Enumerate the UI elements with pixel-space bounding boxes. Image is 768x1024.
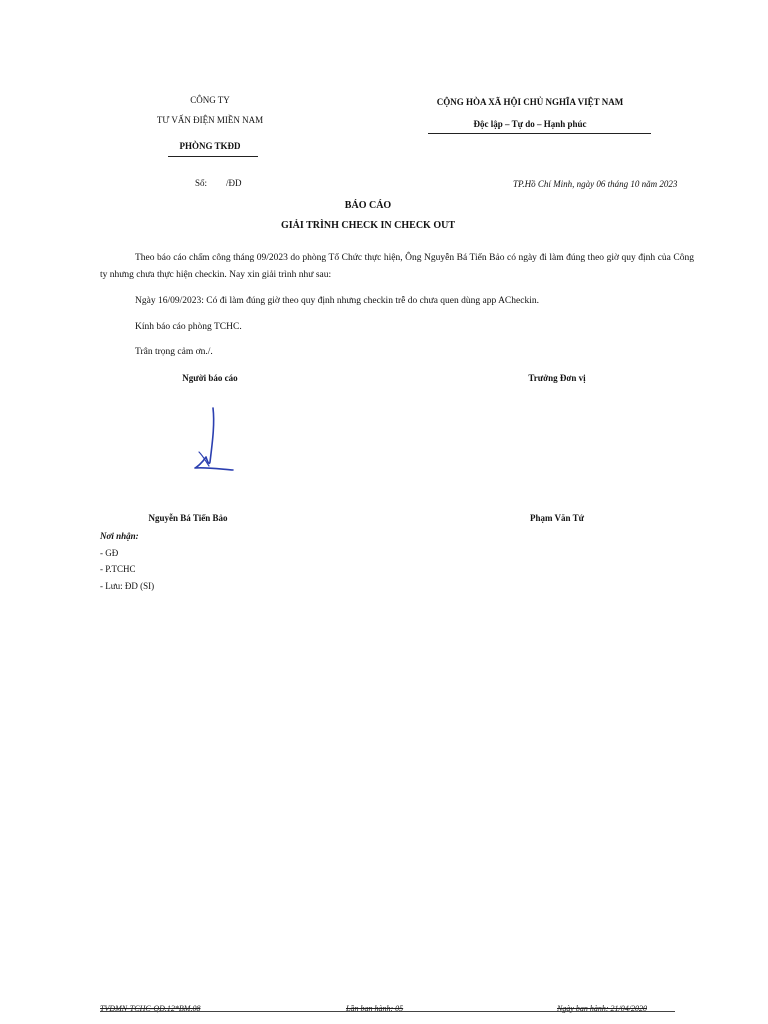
- body-paragraph-4: Trân trọng cảm ơn./.: [135, 347, 213, 357]
- recipients-label: Nơi nhận:: [100, 531, 139, 541]
- body-paragraph-2: Ngày 16/09/2023: Có đi làm đúng giờ theo quy định nhưng checkin trễ do chưa quen dùng app ACheckin.: [135, 296, 539, 306]
- footer-edition: Lần ban hành: 05: [346, 1004, 404, 1013]
- department-underline: [168, 156, 258, 157]
- recipient-item: - Lưu: ĐD (SI): [100, 581, 155, 591]
- document-number-label: Số:: [195, 178, 208, 188]
- document-subtitle: GIẢI TRÌNH CHECK IN CHECK OUT: [280, 220, 455, 231]
- body-paragraph-3: Kính báo cáo phòng TCHC.: [135, 322, 242, 332]
- country-name: CỘNG HÒA XÃ HỘI CHỦ NGHĨA VIỆT NAM: [436, 97, 624, 107]
- department-name: PHÒNG TKĐD: [179, 141, 241, 151]
- motto-underline: [428, 133, 651, 134]
- recipient-item: - P.TCHC: [100, 564, 136, 574]
- handwritten-signature: [185, 400, 245, 480]
- company-name-line1: CÔNG TY: [190, 95, 230, 105]
- company-name-line2: TƯ VẤN ĐIỆN MIỀN NAM: [156, 115, 264, 125]
- national-motto: Độc lập – Tự do – Hạnh phúc: [473, 119, 587, 129]
- unit-head-name: Phạm Văn Tứ: [529, 513, 585, 523]
- document-number-suffix: /ĐD: [226, 178, 242, 188]
- footer-issue-date: Ngày ban hành: 21/04/2020: [557, 1004, 647, 1013]
- recipient-item: - GĐ: [100, 548, 119, 558]
- footer-rule: [100, 1011, 675, 1012]
- reporter-name: Nguyễn Bá Tiến Bảo: [148, 513, 228, 523]
- unit-head-title: Trưởng Đơn vị: [528, 373, 586, 383]
- document-title: BÁO CÁO: [344, 200, 392, 211]
- footer-form-code: TVĐMN-TCHC-QĐ.12*BM.08: [100, 1004, 201, 1013]
- body-paragraph-1: Theo báo cáo chấm công tháng 09/2023 do phòng Tổ Chức thực hiện, Ông Nguyễn Bá Tiến Bảo có ngày đi làm đúng theo giờ quy định của Công ty nhưng chưa thực hiện checkin. Nay xin giải trình như sau:: [100, 253, 694, 280]
- place-and-date: TP.Hồ Chí Minh, ngày 06 tháng 10 năm 2023: [513, 179, 678, 189]
- reporter-title: Người báo cáo: [182, 373, 238, 383]
